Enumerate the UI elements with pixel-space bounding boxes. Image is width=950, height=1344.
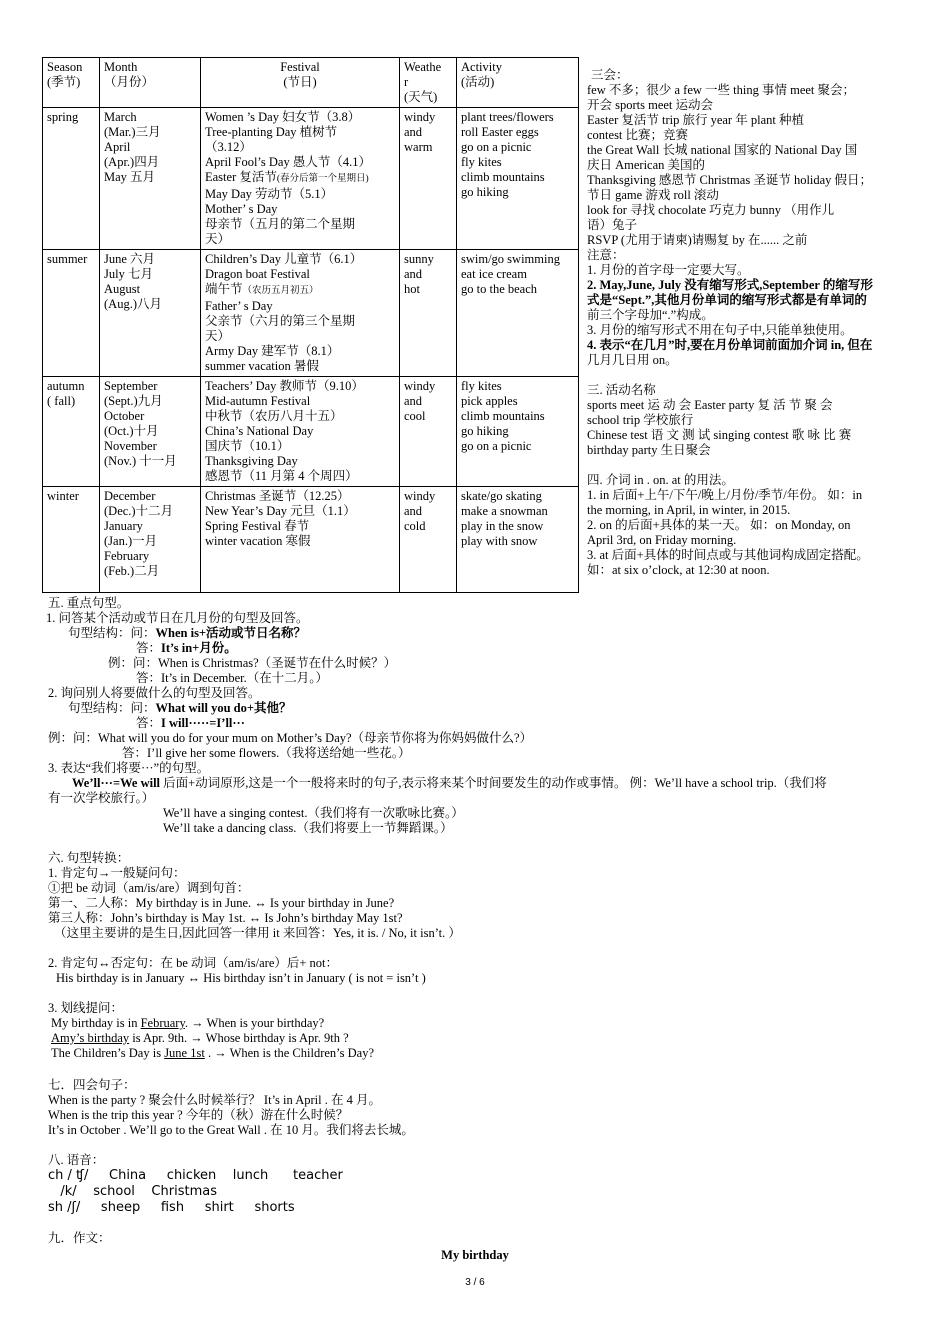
section-key-sentences: 五. 重点句型。 1. 问答某个活动或节日在几月份的句型及回答。 句型结构：问：When is+活动或节日名称？ 答：It’s in+月份。 例：问：When is Christmas?（圣诞节在什么时候？） 答：It’s in December.（在十二月。） 2. 询问别人将要做什么的句型及回答。 句型结构：问：What will you do+其他？ 答：I will·····=I’ll··· 例：问：What will you do for your mum on Mother’s Day?（母亲节你将为你妈妈做什么?） 答：I’ll give her some flowers.（我将送给她一些花。） 3. 表达“我们将要···”的句型。 We’ll···=We will 后面+动词原形,这是一个一般将来时的句子,表示将来某个时间要发生的动作或事情。 例：We’ll have a school trip.（我们将 有一次学校旅行。） We’ll have a singing contest.（我们将有一次歌咏比赛。） We’ll take a dancing class.（我们将要上一节舞蹈课。） (46, 596, 827, 835)
page-number: 3 / 6 (465, 1277, 485, 1288)
vocab-line: RSVP (尤用于请柬)请赐复 by 在...... 之前 (587, 233, 808, 247)
festival-cell: Women ’s Day 妇女节（3.8） Tree-planting Day 植树节 （3.12） April Fool’s Day 愚人节（4.1） Easter 复活节(春分后第一个星期日) May Day 劳动节（5.1） Mother’ s Day 母亲节（五月的第二个星期 天） (201, 108, 400, 250)
season-cell: autumn ( fall) (43, 377, 100, 487)
activity-name-line: birthday party 生日聚会 (587, 443, 711, 457)
section-title: 六. 句型转换： (48, 851, 130, 865)
note-2-cont: 前三个字母加“.”构成。 (587, 308, 714, 322)
note-2-cont: 式是“Sept.”,其他月份单词的缩写形式都是有单词的 (587, 293, 867, 307)
season-festival-table (42, 57, 579, 593)
activity-cell: skate/go skating make a snowman play in the snow play with snow (457, 487, 579, 593)
vocab-line: 语）兔子 (587, 218, 638, 232)
table-row-autumn (43, 377, 579, 487)
vocab-line: contest 比赛；竞赛 (587, 128, 689, 142)
section-sentence-conversion: 六. 句型转换： 1. 肯定句→一般疑问句： ①把 be 动词（am/is/are）调到句首： 第一、二人称：My birthday is in June. ↔ Is your birthday in June? 第三人称：John’s birthday is May 1st. ↔ Is John’s birthday May 1st? （这里主要讲的是生日,因此回答一律用 it 来回答：Yes, it is. / No, it isn’t. ） 2. 肯定句↔否定句：在 be 动词（am/is/are）后+ not： His birthday is in January ↔ His birthday isn’t in January ( is not = isn’t ) 3. 划线提问： My birthday is in February. → When is your birthday? Amy’s birthday is Apr. 9th. → Whose birthday is Apr. 9th ? The Children’s Day is June 1st . → When is the Children’s Day? (48, 851, 461, 1060)
preposition-line: 1. in 后面+上午/下午/晚上/月份/季节/年份。 如：in (587, 488, 863, 502)
weather-cell: sunny and hot (400, 250, 457, 377)
table-row-winter (43, 487, 579, 593)
vocab-line: 开会 sports meet 运动会 (587, 98, 714, 112)
note-2: 2. May,June, July 没有缩写形式,September 的缩写形 (587, 278, 873, 292)
section-title: 七．四会句子： (48, 1078, 136, 1092)
month-cell: March (Mar.)三月 April (Apr.)四月 May 五月 (100, 108, 201, 250)
vocab-line: the Great Wall 长城 national 国家的 National Day 国 (587, 143, 858, 157)
vocab-line: Thanksgiving 感恩节 Christmas 圣诞节 holiday 假日； (587, 173, 873, 187)
month-cell: September (Sept.)九月 October (Oct.)十月 November (Nov.) 十一月 (100, 377, 201, 487)
month-cell: December (Dec.)十二月 January (Jan.)一月 February (Feb.)二月 (100, 487, 201, 593)
activity-names-title: 三. 活动名称 (587, 383, 656, 397)
preposition-line: the morning, in April, in winter, in 2015. (587, 503, 791, 517)
essay-title: My birthday (441, 1248, 509, 1262)
vocab-line: 庆日 American 美国的 (587, 158, 706, 172)
preposition-line: April 3rd, on Friday morning. (587, 533, 737, 547)
section-four-skills-sentences: 七．四会句子： When is the party ? 聚会什么时候举行？ It’s in April . 在 4 月。 When is the trip this year ? 今年的（秋）游在什么时候？ It’s in October . We’ll go to the Great Wall . 在 10 月。我们将去长城。 (48, 1078, 414, 1137)
note-1: 1. 月份的首字母一定要大写。 (587, 263, 750, 277)
note-3: 3. 月份的缩写形式不用在句子中,只能单独使用。 (587, 323, 853, 337)
header-weather: Weathe r (天气) (400, 58, 457, 108)
header-festival: Festival (节日) (201, 58, 400, 108)
activity-name-line: Chinese test 语 文 测 试 singing contest 歌 咏 比 赛 (587, 428, 852, 442)
preposition-title: 四. 介词 in . on. at 的用法。 (587, 473, 734, 487)
table-row-spring (43, 108, 579, 250)
season-cell: winter (43, 487, 100, 593)
season-cell: summer (43, 250, 100, 377)
section-phonics: 八. 语音： ch / ʧ/ China chicken lunch teacher /k/ school Christmas sh /ʃ/ sheep fish shirt shorts (48, 1153, 343, 1215)
month-cell: June 六月 July 七月 August (Aug.)八月 (100, 250, 201, 377)
vocab-line: few 不多；很少 a few 一些 thing 事情 meet 聚会； (587, 83, 856, 97)
weather-cell: windy and warm (400, 108, 457, 250)
section-title: 八. 语音： (48, 1153, 105, 1167)
festival-cell: Christmas 圣诞节（12.25） New Year’s Day 元旦（1.1） Spring Festival 春节 winter vacation 寒假 (201, 487, 400, 593)
preposition-line: 3. at 后面+具体的时间点或与其他词构成固定搭配。 (587, 548, 869, 562)
activity-cell: plant trees/flowers roll Easter eggs go on a picnic fly kites climb mountains go hiking (457, 108, 579, 250)
right-notes-column (587, 68, 903, 578)
activity-name-line: school trip 学校旅行 (587, 413, 694, 427)
weather-cell: windy and cold (400, 487, 457, 593)
table-header-row (43, 58, 579, 108)
activity-cell: fly kites pick apples climb mountains go hiking go on a picnic (457, 377, 579, 487)
note-4: 4. 表示“在几月”时,要在月份单词前面加介词 in, 但在 (587, 338, 873, 352)
header-month: Month （月份） (100, 58, 201, 108)
activity-cell: swim/go swimming eat ice cream go to the beach (457, 250, 579, 377)
vocab-line: 节日 game 游戏 roll 滚动 (587, 188, 719, 202)
vocab-line: Easter 复活节 trip 旅行 year 年 plant 种植 (587, 113, 804, 127)
festival-cell: Children’s Day 儿童节（6.1） Dragon boat Festival 端午节（农历五月初五） Father’ s Day 父亲节（六月的第三个星期 天） Army Day 建军节（8.1） summer vacation 暑假 (201, 250, 400, 377)
festival-cell: Teachers’ Day 教师节（9.10） Mid-autumn Festival 中秋节（农历八月十五） China’s National Day 国庆节（10.1） Thanksgiving Day 感恩节（11 月第 4 个周四） (201, 377, 400, 487)
table-row-summer (43, 250, 579, 377)
preposition-line: 2. on 的后面+具体的某一天。 如：on Monday, on (587, 518, 851, 532)
vocab-line: look for 寻找 chocolate 巧克力 bunny （用作儿 (587, 203, 835, 217)
activity-name-line: sports meet 运 动 会 Easter party 复 活 节 聚 会 (587, 398, 833, 412)
header-activity: Activity (活动) (457, 58, 579, 108)
season-cell: spring (43, 108, 100, 250)
header-season: Season (季节) (43, 58, 100, 108)
preposition-line: 如：at six o’clock, at 12:30 at noon. (587, 563, 770, 577)
section-composition (48, 1231, 111, 1246)
vocab-title: 三会： (591, 68, 629, 82)
section-title: 九．作文： (48, 1231, 111, 1245)
weather-cell: windy and cool (400, 377, 457, 487)
section-title: 五. 重点句型。 (48, 596, 130, 610)
note-4-cont: 几月几日用 on。 (587, 353, 678, 367)
notes-title: 注意： (587, 248, 625, 262)
